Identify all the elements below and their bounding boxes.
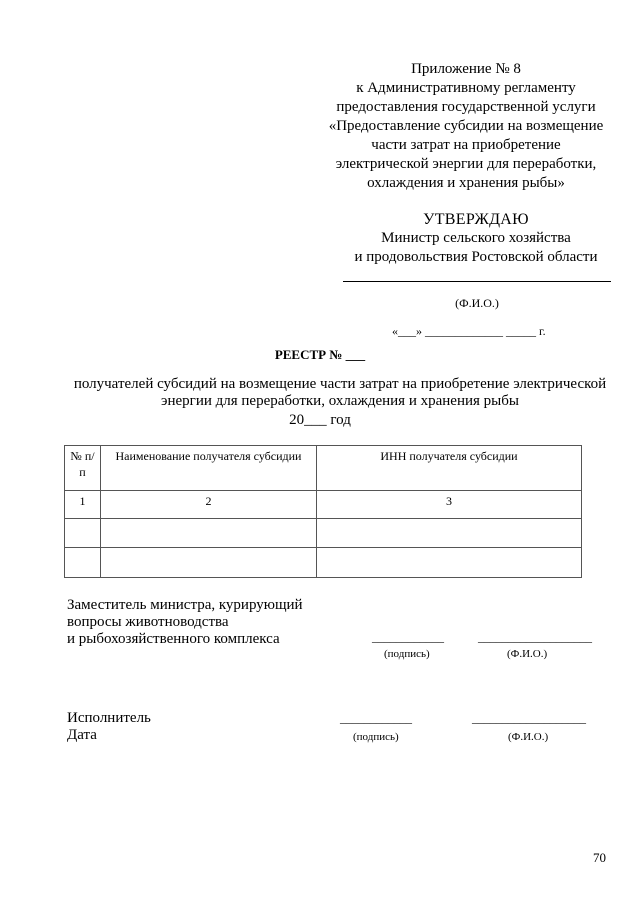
approval-date-field: «___» _____________ _____ г. <box>392 324 546 338</box>
header-cell-number: № п/п <box>65 446 101 491</box>
executor-signature-caption: (подпись) <box>353 731 399 743</box>
column-number-cell: 2 <box>101 491 317 519</box>
registry-year: 20___ год <box>289 412 351 428</box>
deputy-title-line1: Заместитель министра, курирующий <box>67 597 303 613</box>
table-row <box>65 519 582 548</box>
registry-subtitle-line1: получателей субсидий на возмещение части затрат на приобретение электрической <box>73 376 607 392</box>
table-cell[interactable] <box>101 519 317 548</box>
table-header-row <box>65 446 582 491</box>
executor-block <box>67 710 151 744</box>
appendix-line: «Предоставление субсидии на возмещение <box>328 118 604 134</box>
table-cell[interactable] <box>65 548 101 578</box>
appendix-line: охлаждения и хранения рыбы» <box>367 175 565 191</box>
registry-table <box>64 445 582 578</box>
approval-signature-line <box>343 281 611 282</box>
header-cell-name: Наименование получателя субсидии <box>101 446 317 491</box>
deputy-title-line2: вопросы животноводства <box>67 614 229 630</box>
approval-position-line1: Министр сельского хозяйства <box>381 230 571 246</box>
approval-block <box>340 210 612 267</box>
registry-subtitle <box>60 376 620 410</box>
appendix-line: к Административному регламенту <box>356 80 576 96</box>
approval-fio-caption: (Ф.И.О.) <box>455 296 499 310</box>
appendix-line: электрической энергии для переработки, <box>335 156 597 172</box>
column-number-cell: 3 <box>317 491 582 519</box>
appendix-line: Приложение № 8 <box>411 61 521 77</box>
deputy-title-line3: и рыбохозяйственного комплекса <box>67 631 280 647</box>
table-cell[interactable] <box>65 519 101 548</box>
deputy-fio-caption: (Ф.И.О.) <box>507 648 548 660</box>
executor-signature-blank: ____________ <box>340 711 412 725</box>
deputy-title <box>67 597 303 648</box>
registry-subtitle-line2: энергии для переработки, охлаждения и хранения рыбы <box>161 393 519 409</box>
executor-date-label: Дата <box>67 727 97 743</box>
header-cell-inn: ИНН получателя субсидии <box>317 446 582 491</box>
appendix-line: предоставления государственной услуги <box>336 99 596 115</box>
page-number: 70 <box>593 850 606 865</box>
table-row <box>65 548 582 578</box>
approval-title: УТВЕРЖДАЮ <box>423 211 529 228</box>
table-cell[interactable] <box>317 519 582 548</box>
column-number-cell: 1 <box>65 491 101 519</box>
registry-title: РЕЕСТР № ___ <box>274 347 366 362</box>
deputy-signature-blank: ____________ <box>372 630 444 644</box>
table-cell[interactable] <box>317 548 582 578</box>
appendix-header <box>318 60 614 193</box>
executor-fio-blank: ___________________ <box>472 711 586 725</box>
table-cell[interactable] <box>101 548 317 578</box>
deputy-fio-blank: ___________________ <box>478 630 592 644</box>
deputy-signature-caption: (подпись) <box>384 648 430 660</box>
executor-label: Исполнитель <box>67 710 151 726</box>
executor-fio-caption: (Ф.И.О.) <box>508 731 549 743</box>
appendix-line: части затрат на приобретение <box>371 137 561 153</box>
table-column-number-row <box>65 491 582 519</box>
approval-position-line2: и продовольствия Ростовской области <box>354 249 598 265</box>
